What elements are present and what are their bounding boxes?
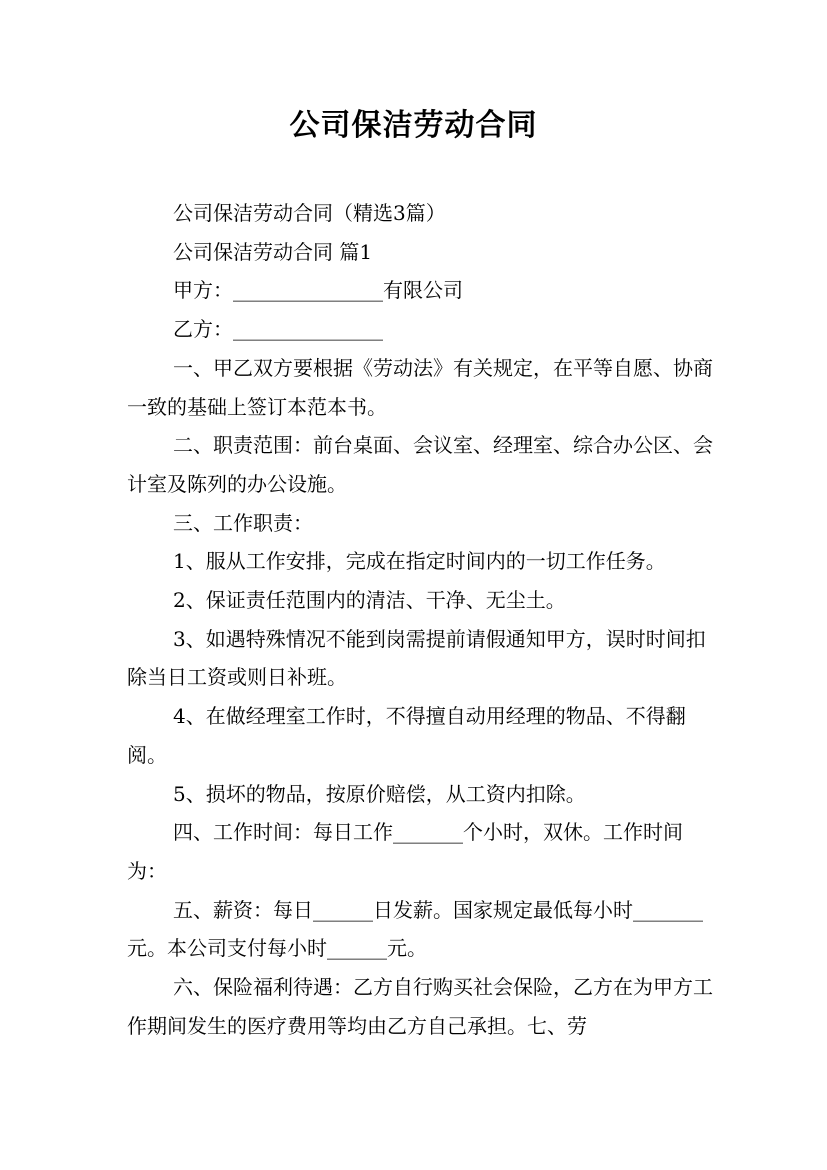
paragraph-clause-5: 五、薪资：每日______日发薪。国家规定最低每小时_______元。本公司支付每小时______元。 (127, 897, 703, 961)
paragraph-duty-5: 5、损坏的物品，按原价赔偿，从工资内扣除。 (173, 781, 586, 806)
paragraph-clause-2: 二、职责范围：前台桌面、会议室、经理室、综合办公区、会计室及陈列的办公设施。 (127, 433, 713, 496)
document-body (127, 194, 713, 1045)
paragraph-clause-6: 六、保险福利待遇：乙方自行购买社会保险，乙方在为甲方工作期间发生的医疗费用等均由乙方自己承担。七、劳 (127, 975, 713, 1038)
paragraph-duty-4: 4、在做经理室工作时，不得擅自动用经理的物品、不得翻阅。 (127, 704, 686, 767)
paragraph-duty-3: 3、如遇特殊情况不能到岗需提前请假通知甲方，误时时间扣除当日工资或则日补班。 (127, 626, 706, 690)
paragraph-duty-1: 1、服从工作安排，完成在指定时间内的一切工作任务。 (173, 549, 666, 574)
paragraph-party-b: 乙方：_______________ (173, 317, 383, 342)
paragraph-subtitle: 公司保洁劳动合同（精选3篇） (173, 201, 446, 225)
paragraph-duty-2: 2、保证责任范围内的清洁、干净、无尘土。 (173, 588, 566, 613)
paragraph-party-a: 甲方：_______________有限公司 (173, 278, 463, 303)
paragraph-clause-3: 三、工作职责： (173, 510, 313, 535)
paragraph-clause-4: 四、工作时间：每日工作_______个小时，双休。工作时间为： (127, 820, 683, 883)
document-title: 公司保洁劳动合同 (289, 108, 538, 143)
paragraph-clause-1: 一、甲乙双方要根据《劳动法》有关规定，在平等自愿、协商一致的基础上签订本范本书。 (127, 355, 713, 419)
paragraph-section-heading: 公司保洁劳动合同 篇1 (173, 239, 373, 264)
